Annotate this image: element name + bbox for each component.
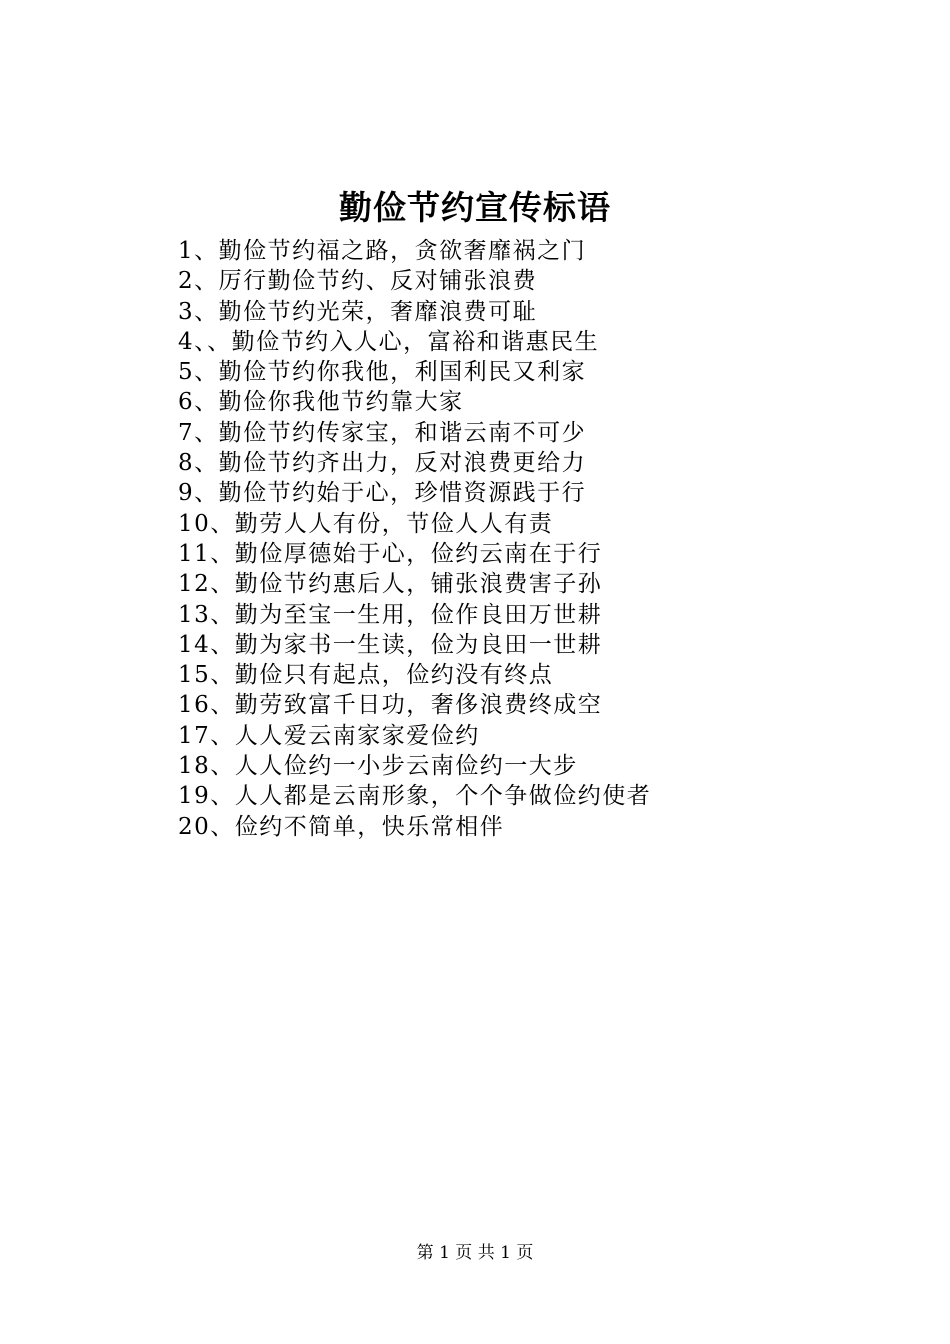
slogan-item: 12、勤俭节约惠后人，铺张浪费害子孙 (178, 571, 603, 598)
slogan-item: 4、、勤俭节约入人心，富裕和谐惠民生 (178, 328, 600, 355)
slogan-item: 1、勤俭节约福之路，贪欲奢靡祸之门 (178, 238, 587, 264)
slogan-item: 3、勤俭节约光荣，奢靡浪费可耻 (178, 298, 538, 325)
slogan-item: 19、人人都是云南形象，个个争做俭约使者 (178, 783, 652, 810)
slogan-item: 20、俭约不简单，快乐常相伴 (178, 813, 505, 840)
slogan-item: 6、勤俭你我他节约靠大家 (178, 389, 464, 416)
slogan-item: 2、厉行勤俭节约、反对铺张浪费 (178, 268, 538, 295)
slogan-item: 5、勤俭节约你我他，利国利民又利家 (178, 359, 587, 386)
slogan-item: 15、勤俭只有起点，俭约没有终点 (178, 662, 554, 689)
slogan-item: 8、勤俭节约齐出力，反对浪费更给力 (178, 450, 587, 477)
document-title: 勤俭节约宣传标语 (339, 188, 611, 227)
slogan-item: 9、勤俭节约始于心，珍惜资源践于行 (178, 480, 587, 507)
slogan-item: 14、勤为家书一生读，俭为良田一世耕 (178, 631, 603, 658)
slogan-item: 18、人人俭约一小步云南俭约一大步 (178, 753, 578, 780)
slogan-item: 13、勤为至宝一生用，俭作良田万世耕 (178, 601, 603, 628)
slogan-item: 7、勤俭节约传家宝，和谐云南不可少 (178, 419, 587, 446)
slogan-item: 16、勤劳致富千日功，奢侈浪费终成空 (178, 692, 603, 719)
page-number-footer: 第 1 页 共 1 页 (416, 1243, 534, 1263)
slogan-item: 10、勤劳人人有份，节俭人人有责 (178, 510, 554, 537)
slogan-item: 11、勤俭厚德始于心，俭约云南在于行 (178, 540, 603, 567)
slogan-item: 17、人人爱云南家家爱俭约 (178, 722, 480, 749)
slogan-list (178, 236, 898, 842)
